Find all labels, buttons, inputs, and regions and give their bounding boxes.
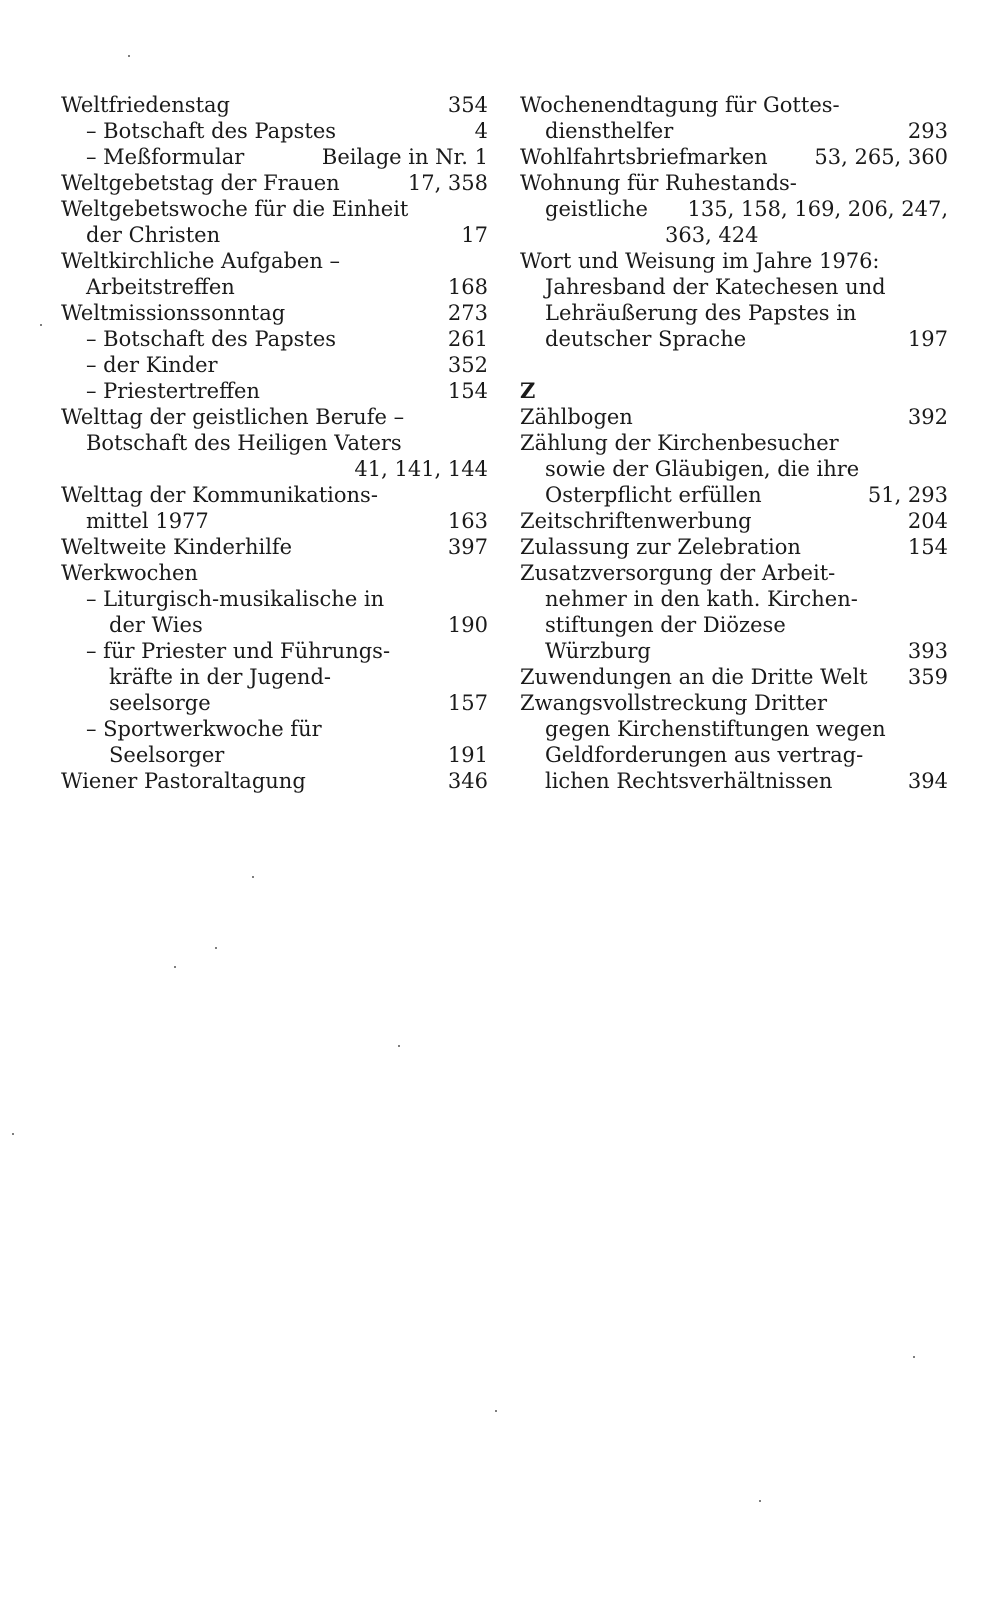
entry-term: Botschaft des Heiligen Vaters [86, 431, 402, 455]
index-entry [61, 274, 488, 300]
entry-page-ref: 17, 358 [407, 171, 488, 195]
entry-term: – Meßformular [86, 145, 245, 169]
entry-term: Zählbogen [520, 405, 633, 429]
index-entry [520, 612, 948, 638]
index-entry [61, 196, 488, 222]
scan-speck [40, 324, 42, 326]
index-entry [61, 768, 488, 794]
index-entry [61, 248, 488, 274]
entry-page-ref: 363, 424 [665, 223, 759, 247]
entry-page-ref: 51, 293 [867, 483, 948, 507]
entry-page-ref: 346 [447, 769, 488, 793]
scan-speck [12, 1133, 14, 1135]
entry-term: lichen Rechtsverhältnissen [545, 769, 833, 793]
scan-speck [215, 947, 217, 949]
entry-term: Zählung der Kirchenbesucher [520, 431, 839, 455]
entry-page-ref: 154 [447, 379, 488, 403]
index-entry [520, 118, 948, 144]
entry-term: Weltweite Kinderhilfe [61, 535, 293, 559]
index-entry [61, 430, 488, 456]
entry-page-ref: 4 [474, 119, 488, 143]
entry-page-ref: 273 [447, 301, 488, 325]
entry-term: – Sportwerkwoche für [86, 717, 322, 741]
section-gap [520, 352, 948, 378]
entry-page-ref: 354 [447, 93, 488, 117]
entry-term: Zusatzversorgung der Arbeit- [520, 561, 836, 585]
entry-term: Wohnung für Ruhestands- [520, 171, 797, 195]
scan-speck [759, 1500, 761, 1502]
entry-term: Zeitschriftenwerbung [520, 509, 752, 533]
index-entry [61, 612, 488, 638]
index-entry [520, 456, 948, 482]
entry-term: – Botschaft des Papstes [86, 327, 337, 351]
entry-term: geistliche [545, 197, 648, 221]
entry-term: deutscher Sprache [545, 327, 747, 351]
entry-page-ref: 135, 158, 169, 206, 247, [687, 197, 948, 221]
entry-term: sowie der Gläubigen, die ihre [545, 457, 860, 481]
entry-term: Welttag der geistlichen Berufe – [61, 405, 405, 429]
entry-term: – für Priester und Führungs- [86, 639, 391, 663]
entry-term: Werkwochen [61, 561, 198, 585]
index-entry [61, 222, 488, 248]
entry-term: stiftungen der Diözese [545, 613, 786, 637]
entry-page-ref: 359 [907, 665, 948, 689]
index-entry [61, 586, 488, 612]
index-entry [61, 482, 488, 508]
section-letter: Z [520, 378, 536, 403]
index-entry [61, 118, 488, 144]
entry-page-ref: 352 [447, 353, 488, 377]
index-entry [520, 326, 948, 352]
index-entry [520, 274, 948, 300]
scan-speck [252, 876, 254, 878]
entry-term: Wiener Pastoraltagung [61, 769, 306, 793]
entry-term: Zuwendungen an die Dritte Welt [520, 665, 868, 689]
index-entry [61, 560, 488, 586]
entry-page-ref: 397 [447, 535, 488, 559]
index-entry [520, 716, 948, 742]
entry-term: Weltkirchliche Aufgaben – [61, 249, 341, 273]
entry-page-ref: 190 [447, 613, 488, 637]
entry-term: Geldforderungen aus vertrag- [545, 743, 864, 767]
index-entry [61, 326, 488, 352]
entry-term: seelsorge [109, 691, 211, 715]
entry-term: – Liturgisch-musikalische in [86, 587, 385, 611]
index-column-right [520, 92, 948, 794]
entry-term: Wort und Weisung im Jahre 1976: [520, 249, 880, 273]
entry-term: Weltgebetswoche für die Einheit [61, 197, 409, 221]
index-entry [61, 690, 488, 716]
index-entry [61, 170, 488, 196]
entry-term: gegen Kirchenstiftungen wegen [545, 717, 886, 741]
index-entry [520, 222, 948, 248]
index-entry [520, 768, 948, 794]
index-entry [520, 534, 948, 560]
scan-speck [174, 966, 176, 968]
index-entry [520, 404, 948, 430]
scan-speck [398, 1045, 400, 1047]
entry-page-ref: 293 [907, 119, 948, 143]
entry-term: der Wies [109, 613, 203, 637]
entry-term: Welttag der Kommunikations- [61, 483, 378, 507]
index-entry [520, 170, 948, 196]
entry-term: diensthelfer [545, 119, 674, 143]
index-entry [61, 664, 488, 690]
entry-term: Würzburg [545, 639, 651, 663]
entry-term: kräfte in der Jugend- [109, 665, 331, 689]
index-entry [520, 664, 948, 690]
entry-page-ref: 191 [447, 743, 488, 767]
entry-page-ref: 204 [907, 509, 948, 533]
index-entry [520, 92, 948, 118]
entry-page-ref: 17 [461, 223, 488, 247]
index-entry [61, 144, 488, 170]
entry-page-ref: 154 [907, 535, 948, 559]
entry-term: Lehräußerung des Papstes in [545, 301, 857, 325]
entry-term: Arbeitstreffen [86, 275, 235, 299]
index-entry [61, 300, 488, 326]
entry-term: – der Kinder [86, 353, 218, 377]
entry-term: Wochenendtagung für Gottes- [520, 93, 840, 117]
index-entry [61, 742, 488, 768]
index-entry [520, 482, 948, 508]
entry-term: nehmer in den kath. Kirchen- [545, 587, 858, 611]
index-group-w [520, 92, 948, 352]
entry-page-ref: 53, 265, 360 [814, 145, 948, 169]
index-entry [520, 586, 948, 612]
entry-term: Wohlfahrtsbriefmarken [520, 145, 768, 169]
index-entry [61, 716, 488, 742]
index-entry [520, 144, 948, 170]
entry-page-ref: 394 [907, 769, 948, 793]
entry-term: Osterpflicht erfüllen [545, 483, 762, 507]
index-entry [61, 378, 488, 404]
index-entry [520, 248, 948, 274]
entry-term: Weltgebetstag der Frauen [61, 171, 340, 195]
entry-page-ref: 168 [447, 275, 488, 299]
entry-page-ref: 163 [447, 509, 488, 533]
entry-page-ref: 392 [907, 405, 948, 429]
entry-term: Zulassung zur Zelebration [520, 535, 801, 559]
entry-term: Zwangsvollstreckung Dritter [520, 691, 828, 715]
index-entry [520, 196, 948, 222]
entry-page-ref: 41, 141, 144 [354, 457, 488, 481]
entry-term: – Botschaft des Papstes [86, 119, 337, 143]
entry-term: Jahresband der Katechesen und [545, 275, 886, 299]
index-entry [61, 352, 488, 378]
index-group-z [520, 404, 948, 794]
entry-term: Seelsorger [109, 743, 225, 767]
index-entry [520, 638, 948, 664]
entry-term: Weltmissionssonntag [61, 301, 286, 325]
entry-term: der Christen [86, 223, 221, 247]
index-entry [520, 300, 948, 326]
entry-page-ref: 393 [907, 639, 948, 663]
index-entry [61, 456, 488, 482]
section-letter-z [520, 378, 948, 404]
entry-term: mittel 1977 [86, 509, 209, 533]
index-column-left [61, 92, 488, 794]
index-entry [520, 690, 948, 716]
scan-speck [495, 1410, 497, 1412]
entry-page-ref: 261 [447, 327, 488, 351]
index-entry [61, 508, 488, 534]
index-entry [520, 508, 948, 534]
entry-term: Weltfriedenstag [61, 93, 230, 117]
scan-speck [128, 55, 130, 57]
index-entry [61, 92, 488, 118]
entry-page-ref: 157 [447, 691, 488, 715]
scan-speck [913, 1356, 915, 1358]
index-entry [520, 560, 948, 586]
index-entry [61, 638, 488, 664]
index-entry [520, 742, 948, 768]
index-entry [520, 430, 948, 456]
entry-page-ref: 197 [907, 327, 948, 351]
index-entry [61, 404, 488, 430]
entry-term: – Priestertreffen [86, 379, 260, 403]
index-entry [61, 534, 488, 560]
entry-page-ref: Beilage in Nr. 1 [321, 145, 488, 169]
